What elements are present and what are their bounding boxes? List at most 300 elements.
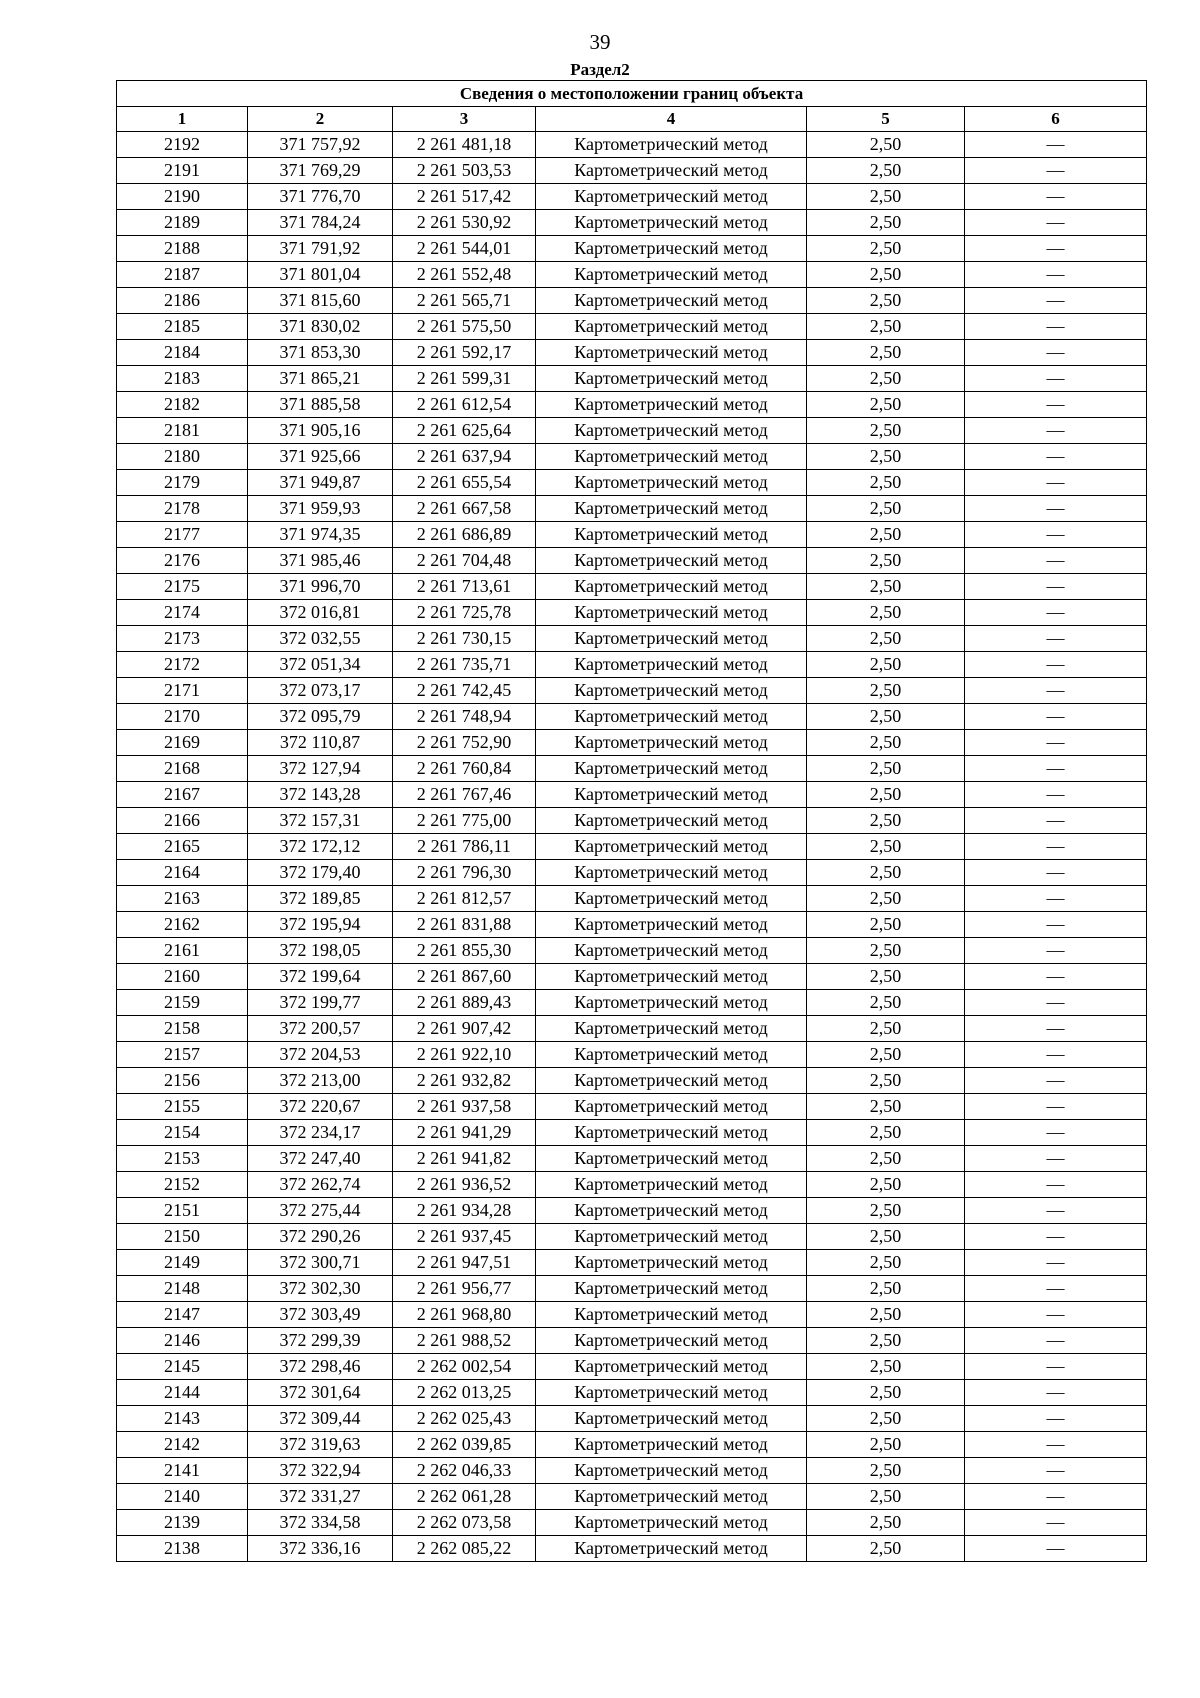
point-number-cell: 2187 xyxy=(117,262,248,288)
point-number-cell: 2169 xyxy=(117,730,248,756)
table-row xyxy=(117,678,1147,704)
table-row xyxy=(117,1458,1147,1484)
y-coordinate-cell: 2 261 937,58 xyxy=(393,1094,536,1120)
x-coordinate-cell: 372 143,28 xyxy=(248,782,393,808)
method-cell: Картометрический метод xyxy=(536,964,807,990)
accuracy-cell: 2,50 xyxy=(807,1146,965,1172)
point-number-cell: 2146 xyxy=(117,1328,248,1354)
point-number-cell: 2161 xyxy=(117,938,248,964)
accuracy-cell: 2,50 xyxy=(807,1198,965,1224)
x-coordinate-cell: 372 016,81 xyxy=(248,600,393,626)
table-row xyxy=(117,1380,1147,1406)
table-row xyxy=(117,340,1147,366)
x-coordinate-cell: 371 985,46 xyxy=(248,548,393,574)
description-cell: — xyxy=(965,184,1147,210)
point-number-cell: 2148 xyxy=(117,1276,248,1302)
method-cell: Картометрический метод xyxy=(536,496,807,522)
accuracy-cell: 2,50 xyxy=(807,1094,965,1120)
accuracy-cell: 2,50 xyxy=(807,340,965,366)
point-number-cell: 2167 xyxy=(117,782,248,808)
table-row xyxy=(117,1042,1147,1068)
method-cell: Картометрический метод xyxy=(536,1042,807,1068)
x-coordinate-cell: 372 303,49 xyxy=(248,1302,393,1328)
accuracy-cell: 2,50 xyxy=(807,626,965,652)
y-coordinate-cell: 2 261 867,60 xyxy=(393,964,536,990)
table-row xyxy=(117,1484,1147,1510)
method-cell: Картометрический метод xyxy=(536,1172,807,1198)
table-caption: Сведения о местоположении границ объекта xyxy=(117,81,1147,107)
method-cell: Картометрический метод xyxy=(536,678,807,704)
method-cell: Картометрический метод xyxy=(536,548,807,574)
y-coordinate-cell: 2 261 599,31 xyxy=(393,366,536,392)
table-row xyxy=(117,1328,1147,1354)
y-coordinate-cell: 2 261 889,43 xyxy=(393,990,536,1016)
method-cell: Картометрический метод xyxy=(536,1224,807,1250)
table-row xyxy=(117,548,1147,574)
y-coordinate-cell: 2 262 073,58 xyxy=(393,1510,536,1536)
description-cell: — xyxy=(965,1094,1147,1120)
description-cell: — xyxy=(965,340,1147,366)
table-row xyxy=(117,262,1147,288)
accuracy-cell: 2,50 xyxy=(807,574,965,600)
table-caption-row xyxy=(117,81,1147,107)
accuracy-cell: 2,50 xyxy=(807,730,965,756)
point-number-cell: 2184 xyxy=(117,340,248,366)
method-cell: Картометрический метод xyxy=(536,470,807,496)
accuracy-cell: 2,50 xyxy=(807,704,965,730)
page-number: 39 xyxy=(589,30,611,54)
y-coordinate-cell: 2 261 544,01 xyxy=(393,236,536,262)
point-number-cell: 2171 xyxy=(117,678,248,704)
accuracy-cell: 2,50 xyxy=(807,1120,965,1146)
description-cell: — xyxy=(965,132,1147,158)
y-coordinate-cell: 2 261 831,88 xyxy=(393,912,536,938)
table-row xyxy=(117,886,1147,912)
method-cell: Картометрический метод xyxy=(536,886,807,912)
x-coordinate-cell: 372 309,44 xyxy=(248,1406,393,1432)
boundary-coordinates-table xyxy=(116,80,1147,1562)
table-row xyxy=(117,938,1147,964)
y-coordinate-cell: 2 261 932,82 xyxy=(393,1068,536,1094)
y-coordinate-cell: 2 261 941,82 xyxy=(393,1146,536,1172)
y-coordinate-cell: 2 262 002,54 xyxy=(393,1354,536,1380)
description-cell: — xyxy=(965,236,1147,262)
x-coordinate-cell: 372 275,44 xyxy=(248,1198,393,1224)
point-number-cell: 2176 xyxy=(117,548,248,574)
x-coordinate-cell: 372 127,94 xyxy=(248,756,393,782)
description-cell: — xyxy=(965,834,1147,860)
table-row xyxy=(117,574,1147,600)
description-cell: — xyxy=(965,990,1147,1016)
description-cell: — xyxy=(965,158,1147,184)
table-row xyxy=(117,730,1147,756)
y-coordinate-cell: 2 261 735,71 xyxy=(393,652,536,678)
accuracy-cell: 2,50 xyxy=(807,1172,965,1198)
y-coordinate-cell: 2 261 612,54 xyxy=(393,392,536,418)
x-coordinate-cell: 372 319,63 xyxy=(248,1432,393,1458)
table-row xyxy=(117,366,1147,392)
table-row xyxy=(117,184,1147,210)
y-coordinate-cell: 2 261 796,30 xyxy=(393,860,536,886)
description-cell: — xyxy=(965,1146,1147,1172)
accuracy-cell: 2,50 xyxy=(807,756,965,782)
table-row xyxy=(117,158,1147,184)
method-cell: Картометрический метод xyxy=(536,366,807,392)
method-cell: Картометрический метод xyxy=(536,1484,807,1510)
x-coordinate-cell: 372 298,46 xyxy=(248,1354,393,1380)
method-cell: Картометрический метод xyxy=(536,626,807,652)
point-number-cell: 2153 xyxy=(117,1146,248,1172)
description-cell: — xyxy=(965,574,1147,600)
point-number-cell: 2172 xyxy=(117,652,248,678)
method-cell: Картометрический метод xyxy=(536,1094,807,1120)
table-row xyxy=(117,236,1147,262)
method-cell: Картометрический метод xyxy=(536,756,807,782)
accuracy-cell: 2,50 xyxy=(807,860,965,886)
y-coordinate-cell: 2 261 956,77 xyxy=(393,1276,536,1302)
y-coordinate-cell: 2 262 013,25 xyxy=(393,1380,536,1406)
description-cell: — xyxy=(965,756,1147,782)
x-coordinate-cell: 372 157,31 xyxy=(248,808,393,834)
point-number-cell: 2179 xyxy=(117,470,248,496)
point-number-cell: 2141 xyxy=(117,1458,248,1484)
method-cell: Картометрический метод xyxy=(536,808,807,834)
table-row xyxy=(117,1224,1147,1250)
accuracy-cell: 2,50 xyxy=(807,262,965,288)
accuracy-cell: 2,50 xyxy=(807,1432,965,1458)
description-cell: — xyxy=(965,626,1147,652)
description-cell: — xyxy=(965,704,1147,730)
table-row xyxy=(117,470,1147,496)
description-cell: — xyxy=(965,288,1147,314)
x-coordinate-cell: 372 195,94 xyxy=(248,912,393,938)
description-cell: — xyxy=(965,1406,1147,1432)
y-coordinate-cell: 2 261 667,58 xyxy=(393,496,536,522)
x-coordinate-cell: 371 784,24 xyxy=(248,210,393,236)
x-coordinate-cell: 372 322,94 xyxy=(248,1458,393,1484)
method-cell: Картометрический метод xyxy=(536,1536,807,1562)
table-row xyxy=(117,392,1147,418)
point-number-cell: 2157 xyxy=(117,1042,248,1068)
x-coordinate-cell: 372 290,26 xyxy=(248,1224,393,1250)
point-number-cell: 2180 xyxy=(117,444,248,470)
y-coordinate-cell: 2 261 752,90 xyxy=(393,730,536,756)
accuracy-cell: 2,50 xyxy=(807,678,965,704)
y-coordinate-cell: 2 261 530,92 xyxy=(393,210,536,236)
description-cell: — xyxy=(965,1120,1147,1146)
table-row xyxy=(117,782,1147,808)
point-number-cell: 2182 xyxy=(117,392,248,418)
table-row xyxy=(117,1198,1147,1224)
x-coordinate-cell: 372 199,77 xyxy=(248,990,393,1016)
point-number-cell: 2174 xyxy=(117,600,248,626)
x-coordinate-cell: 372 204,53 xyxy=(248,1042,393,1068)
point-number-cell: 2175 xyxy=(117,574,248,600)
y-coordinate-cell: 2 261 775,00 xyxy=(393,808,536,834)
x-coordinate-cell: 371 996,70 xyxy=(248,574,393,600)
y-coordinate-cell: 2 262 039,85 xyxy=(393,1432,536,1458)
point-number-cell: 2173 xyxy=(117,626,248,652)
table-row xyxy=(117,1510,1147,1536)
description-cell: — xyxy=(965,1276,1147,1302)
x-coordinate-cell: 371 769,29 xyxy=(248,158,393,184)
method-cell: Картометрический метод xyxy=(536,392,807,418)
method-cell: Картометрический метод xyxy=(536,1016,807,1042)
x-coordinate-cell: 372 073,17 xyxy=(248,678,393,704)
method-cell: Картометрический метод xyxy=(536,990,807,1016)
method-cell: Картометрический метод xyxy=(536,210,807,236)
x-coordinate-cell: 372 051,34 xyxy=(248,652,393,678)
table-row xyxy=(117,418,1147,444)
x-coordinate-cell: 372 302,30 xyxy=(248,1276,393,1302)
point-number-cell: 2140 xyxy=(117,1484,248,1510)
method-cell: Картометрический метод xyxy=(536,158,807,184)
accuracy-cell: 2,50 xyxy=(807,964,965,990)
method-cell: Картометрический метод xyxy=(536,574,807,600)
point-number-cell: 2138 xyxy=(117,1536,248,1562)
table-row xyxy=(117,210,1147,236)
method-cell: Картометрический метод xyxy=(536,288,807,314)
description-cell: — xyxy=(965,886,1147,912)
accuracy-cell: 2,50 xyxy=(807,1536,965,1562)
x-coordinate-cell: 372 199,64 xyxy=(248,964,393,990)
table-row xyxy=(117,756,1147,782)
description-cell: — xyxy=(965,1328,1147,1354)
column-number: 4 xyxy=(536,107,807,132)
description-cell: — xyxy=(965,1432,1147,1458)
accuracy-cell: 2,50 xyxy=(807,132,965,158)
accuracy-cell: 2,50 xyxy=(807,1068,965,1094)
y-coordinate-cell: 2 262 061,28 xyxy=(393,1484,536,1510)
table-row xyxy=(117,1146,1147,1172)
table-row xyxy=(117,1120,1147,1146)
x-coordinate-cell: 371 949,87 xyxy=(248,470,393,496)
x-coordinate-cell: 372 198,05 xyxy=(248,938,393,964)
y-coordinate-cell: 2 261 565,71 xyxy=(393,288,536,314)
table-row xyxy=(117,496,1147,522)
method-cell: Картометрический метод xyxy=(536,1432,807,1458)
y-coordinate-cell: 2 261 725,78 xyxy=(393,600,536,626)
y-coordinate-cell: 2 261 730,15 xyxy=(393,626,536,652)
table-row xyxy=(117,444,1147,470)
accuracy-cell: 2,50 xyxy=(807,366,965,392)
description-cell: — xyxy=(965,1510,1147,1536)
x-coordinate-cell: 372 189,85 xyxy=(248,886,393,912)
description-cell: — xyxy=(965,444,1147,470)
method-cell: Картометрический метод xyxy=(536,1068,807,1094)
description-cell: — xyxy=(965,1016,1147,1042)
column-number: 6 xyxy=(965,107,1147,132)
description-cell: — xyxy=(965,860,1147,886)
accuracy-cell: 2,50 xyxy=(807,158,965,184)
y-coordinate-cell: 2 262 085,22 xyxy=(393,1536,536,1562)
column-number: 3 xyxy=(393,107,536,132)
column-number: 2 xyxy=(248,107,393,132)
x-coordinate-cell: 371 853,30 xyxy=(248,340,393,366)
y-coordinate-cell: 2 261 517,42 xyxy=(393,184,536,210)
method-cell: Картометрический метод xyxy=(536,340,807,366)
description-cell: — xyxy=(965,1380,1147,1406)
y-coordinate-cell: 2 261 988,52 xyxy=(393,1328,536,1354)
description-cell: — xyxy=(965,938,1147,964)
description-cell: — xyxy=(965,1354,1147,1380)
point-number-cell: 2168 xyxy=(117,756,248,782)
method-cell: Картометрический метод xyxy=(536,1302,807,1328)
description-cell: — xyxy=(965,1172,1147,1198)
description-cell: — xyxy=(965,1224,1147,1250)
x-coordinate-cell: 371 776,70 xyxy=(248,184,393,210)
method-cell: Картометрический метод xyxy=(536,938,807,964)
table-row xyxy=(117,1276,1147,1302)
table-row xyxy=(117,1536,1147,1562)
x-coordinate-cell: 372 300,71 xyxy=(248,1250,393,1276)
x-coordinate-cell: 371 801,04 xyxy=(248,262,393,288)
table-row xyxy=(117,132,1147,158)
y-coordinate-cell: 2 261 855,30 xyxy=(393,938,536,964)
point-number-cell: 2183 xyxy=(117,366,248,392)
accuracy-cell: 2,50 xyxy=(807,886,965,912)
description-cell: — xyxy=(965,1068,1147,1094)
method-cell: Картометрический метод xyxy=(536,730,807,756)
method-cell: Картометрический метод xyxy=(536,132,807,158)
y-coordinate-cell: 2 261 968,80 xyxy=(393,1302,536,1328)
y-coordinate-cell: 2 261 625,64 xyxy=(393,418,536,444)
accuracy-cell: 2,50 xyxy=(807,1302,965,1328)
table-row xyxy=(117,1250,1147,1276)
x-coordinate-cell: 372 299,39 xyxy=(248,1328,393,1354)
y-coordinate-cell: 2 262 046,33 xyxy=(393,1458,536,1484)
point-number-cell: 2188 xyxy=(117,236,248,262)
description-cell: — xyxy=(965,366,1147,392)
table-row xyxy=(117,964,1147,990)
description-cell: — xyxy=(965,600,1147,626)
description-cell: — xyxy=(965,522,1147,548)
x-coordinate-cell: 372 172,12 xyxy=(248,834,393,860)
point-number-cell: 2147 xyxy=(117,1302,248,1328)
description-cell: — xyxy=(965,210,1147,236)
table-row xyxy=(117,704,1147,730)
table-row xyxy=(117,522,1147,548)
x-coordinate-cell: 371 865,21 xyxy=(248,366,393,392)
point-number-cell: 2189 xyxy=(117,210,248,236)
accuracy-cell: 2,50 xyxy=(807,210,965,236)
point-number-cell: 2155 xyxy=(117,1094,248,1120)
accuracy-cell: 2,50 xyxy=(807,184,965,210)
point-number-cell: 2139 xyxy=(117,1510,248,1536)
point-number-cell: 2186 xyxy=(117,288,248,314)
method-cell: Картометрический метод xyxy=(536,1510,807,1536)
x-coordinate-cell: 372 032,55 xyxy=(248,626,393,652)
x-coordinate-cell: 372 179,40 xyxy=(248,860,393,886)
description-cell: — xyxy=(965,314,1147,340)
x-coordinate-cell: 371 959,93 xyxy=(248,496,393,522)
table-row xyxy=(117,288,1147,314)
description-cell: — xyxy=(965,548,1147,574)
accuracy-cell: 2,50 xyxy=(807,418,965,444)
y-coordinate-cell: 2 261 941,29 xyxy=(393,1120,536,1146)
table-row xyxy=(117,1354,1147,1380)
method-cell: Картометрический метод xyxy=(536,1198,807,1224)
accuracy-cell: 2,50 xyxy=(807,1328,965,1354)
method-cell: Картометрический метод xyxy=(536,1380,807,1406)
point-number-cell: 2156 xyxy=(117,1068,248,1094)
accuracy-cell: 2,50 xyxy=(807,938,965,964)
method-cell: Картометрический метод xyxy=(536,1458,807,1484)
method-cell: Картометрический метод xyxy=(536,1250,807,1276)
description-cell: — xyxy=(965,730,1147,756)
description-cell: — xyxy=(965,678,1147,704)
table-row xyxy=(117,1016,1147,1042)
table-row xyxy=(117,1302,1147,1328)
table-row xyxy=(117,626,1147,652)
table-row xyxy=(117,600,1147,626)
accuracy-cell: 2,50 xyxy=(807,1354,965,1380)
table-row xyxy=(117,808,1147,834)
y-coordinate-cell: 2 261 592,17 xyxy=(393,340,536,366)
table-row xyxy=(117,990,1147,1016)
x-coordinate-cell: 371 905,16 xyxy=(248,418,393,444)
method-cell: Картометрический метод xyxy=(536,184,807,210)
accuracy-cell: 2,50 xyxy=(807,1380,965,1406)
point-number-cell: 2166 xyxy=(117,808,248,834)
method-cell: Картометрический метод xyxy=(536,860,807,886)
y-coordinate-cell: 2 261 686,89 xyxy=(393,522,536,548)
description-cell: — xyxy=(965,1198,1147,1224)
method-cell: Картометрический метод xyxy=(536,262,807,288)
description-cell: — xyxy=(965,1484,1147,1510)
x-coordinate-cell: 371 757,92 xyxy=(248,132,393,158)
accuracy-cell: 2,50 xyxy=(807,1458,965,1484)
method-cell: Картометрический метод xyxy=(536,418,807,444)
point-number-cell: 2144 xyxy=(117,1380,248,1406)
point-number-cell: 2142 xyxy=(117,1432,248,1458)
accuracy-cell: 2,50 xyxy=(807,1484,965,1510)
y-coordinate-cell: 2 261 937,45 xyxy=(393,1224,536,1250)
method-cell: Картометрический метод xyxy=(536,782,807,808)
x-coordinate-cell: 372 247,40 xyxy=(248,1146,393,1172)
accuracy-cell: 2,50 xyxy=(807,912,965,938)
y-coordinate-cell: 2 261 922,10 xyxy=(393,1042,536,1068)
description-cell: — xyxy=(965,964,1147,990)
x-coordinate-cell: 372 234,17 xyxy=(248,1120,393,1146)
table-row xyxy=(117,1172,1147,1198)
y-coordinate-cell: 2 261 767,46 xyxy=(393,782,536,808)
description-cell: — xyxy=(965,496,1147,522)
accuracy-cell: 2,50 xyxy=(807,1042,965,1068)
accuracy-cell: 2,50 xyxy=(807,1406,965,1432)
accuracy-cell: 2,50 xyxy=(807,990,965,1016)
table-row xyxy=(117,1432,1147,1458)
point-number-cell: 2191 xyxy=(117,158,248,184)
accuracy-cell: 2,50 xyxy=(807,1250,965,1276)
description-cell: — xyxy=(965,470,1147,496)
y-coordinate-cell: 2 261 907,42 xyxy=(393,1016,536,1042)
x-coordinate-cell: 372 301,64 xyxy=(248,1380,393,1406)
x-coordinate-cell: 371 925,66 xyxy=(248,444,393,470)
description-cell: — xyxy=(965,1042,1147,1068)
x-coordinate-cell: 371 830,02 xyxy=(248,314,393,340)
x-coordinate-cell: 372 095,79 xyxy=(248,704,393,730)
point-number-cell: 2170 xyxy=(117,704,248,730)
table-row xyxy=(117,1068,1147,1094)
table-row xyxy=(117,1406,1147,1432)
description-cell: — xyxy=(965,808,1147,834)
accuracy-cell: 2,50 xyxy=(807,288,965,314)
accuracy-cell: 2,50 xyxy=(807,652,965,678)
x-coordinate-cell: 372 110,87 xyxy=(248,730,393,756)
y-coordinate-cell: 2 261 786,11 xyxy=(393,834,536,860)
description-cell: — xyxy=(965,912,1147,938)
